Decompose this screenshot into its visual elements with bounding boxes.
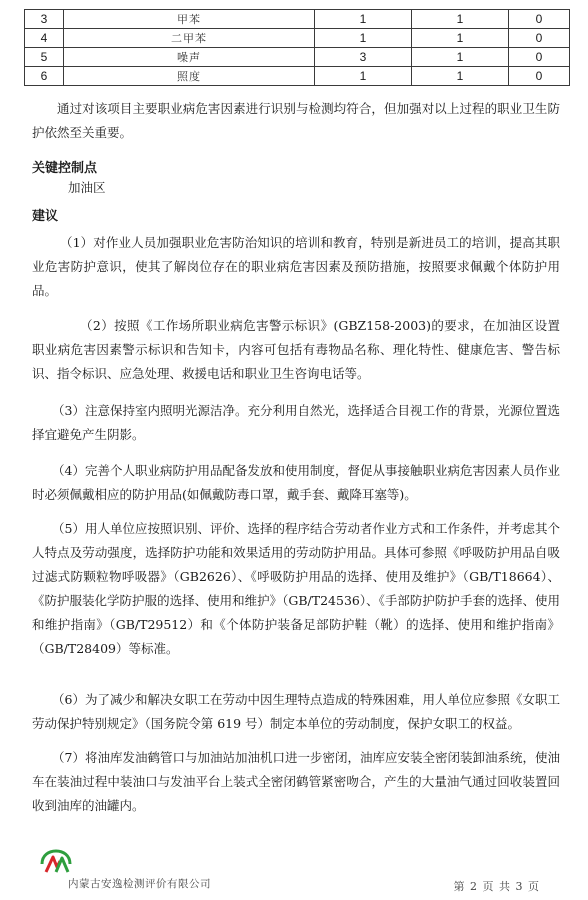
cell-value: 1 [412, 29, 509, 48]
row-number: 5 [25, 48, 64, 67]
suggestion-item-4: （4）完善个人职业病防护用品配备发放和使用制度，督促从事接触职业病危害因素人员作业时必须佩戴相应的防护用品(如佩戴防毒口罩，戴手套、戴降耳塞等)。 [32, 463, 560, 502]
cell-value: 1 [412, 48, 509, 67]
table-row [25, 29, 570, 48]
page-footer [0, 848, 588, 900]
table-row [25, 10, 570, 29]
cell-value: 1 [412, 10, 509, 29]
factor-table [24, 9, 570, 86]
suggestion-item-1: （1）对作业人员加强职业危害防治知识的培训和教育，特别是新进员工的培训，提高其职业危害防护意识，使其了解岗位存在的职业病危害因素及预防措施，按照要求佩戴个体防护用品。 [32, 235, 560, 298]
row-number: 6 [25, 67, 64, 86]
cell-value: 3 [315, 48, 412, 67]
cell-value: 1 [315, 67, 412, 86]
suggestion-item-3: （3）注意保持室内照明光源洁净。充分利用自然光，选择适合目视工作的背景，光源位置选择宜避免产生阴影。 [32, 403, 560, 442]
suggestion-item-5: （5）用人单位应按照识别、评价、选择的程序结合劳动者作业方式和工作条件，并考虑其个人特点及劳动强度，选择防护功能和效果适用的劳动防护用品。具体可参照《呼吸防护用品自吸过滤式防颗粒物呼吸器》（GB2626）、《呼吸防护用品的选择、使用及维护》（GB/T18664）、《防护服装化学防护服的选择、使用和维护》（GB/T24536）、《手部防护防护手套的选择、使用和维护指南》（GB/T29512）和《个体防护装备足部防护鞋（靴）的选择、使用和维护指南》（GB/T28409）等标准。 [32, 521, 560, 656]
factor-name: 二甲苯 [64, 29, 315, 48]
cell-value: 1 [315, 10, 412, 29]
suggestion-item-2: （2）按照《工作场所职业病危害警示标识》(GBZ158-2003)的要求，在加油区设置职业病危害因素警示标识和告知卡，内容可包括有毒物品名称、理化特性、健康危害、警告标识、指令标识、应急处理、救援电话和职业卫生咨询电话等。 [32, 318, 560, 381]
cell-value: 0 [509, 29, 570, 48]
cell-value: 0 [509, 67, 570, 86]
company-logo-icon [38, 848, 74, 876]
row-number: 3 [25, 10, 64, 29]
intro-paragraph: 通过对该项目主要职业病危害因素进行识别与检测均符合，但加强对以上过程的职业卫生防护依然至关重要。 [32, 101, 560, 140]
cell-value: 0 [509, 10, 570, 29]
cell-value: 1 [412, 67, 509, 86]
suggestion-item-7: （7）将油库发油鹤管口与加油站加油机口进一步密闭，油库应安装全密闭装卸油系统，使油车在装油过程中装油口与发油平台上装式全密闭鹤管紧密吻合，产生的大量油气通过回收装置回收到油库的油罐内。 [32, 750, 560, 813]
row-number: 4 [25, 29, 64, 48]
factor-name: 甲苯 [64, 10, 315, 29]
factor-name: 噪声 [64, 48, 315, 67]
cell-value: 1 [315, 29, 412, 48]
page-number: 第 2 页 共 3 页 [453, 880, 540, 893]
company-name: 内蒙古安逸检测评价有限公司 [68, 878, 211, 890]
factor-name: 照度 [64, 67, 315, 86]
suggestions-heading: 建议 [32, 209, 59, 224]
key-point-item: 加油区 [68, 180, 106, 195]
table-row [25, 67, 570, 86]
cell-value: 0 [509, 48, 570, 67]
table-row [25, 48, 570, 67]
suggestion-item-6: （6）为了减少和解决女职工在劳动中因生理特点造成的特殊困难，用人单位应参照《女职工劳动保护特别规定》（国务院令第 619 号）制定本单位的劳动制度，保护女职工的权益。 [32, 692, 560, 731]
key-points-heading: 关键控制点 [32, 161, 98, 176]
